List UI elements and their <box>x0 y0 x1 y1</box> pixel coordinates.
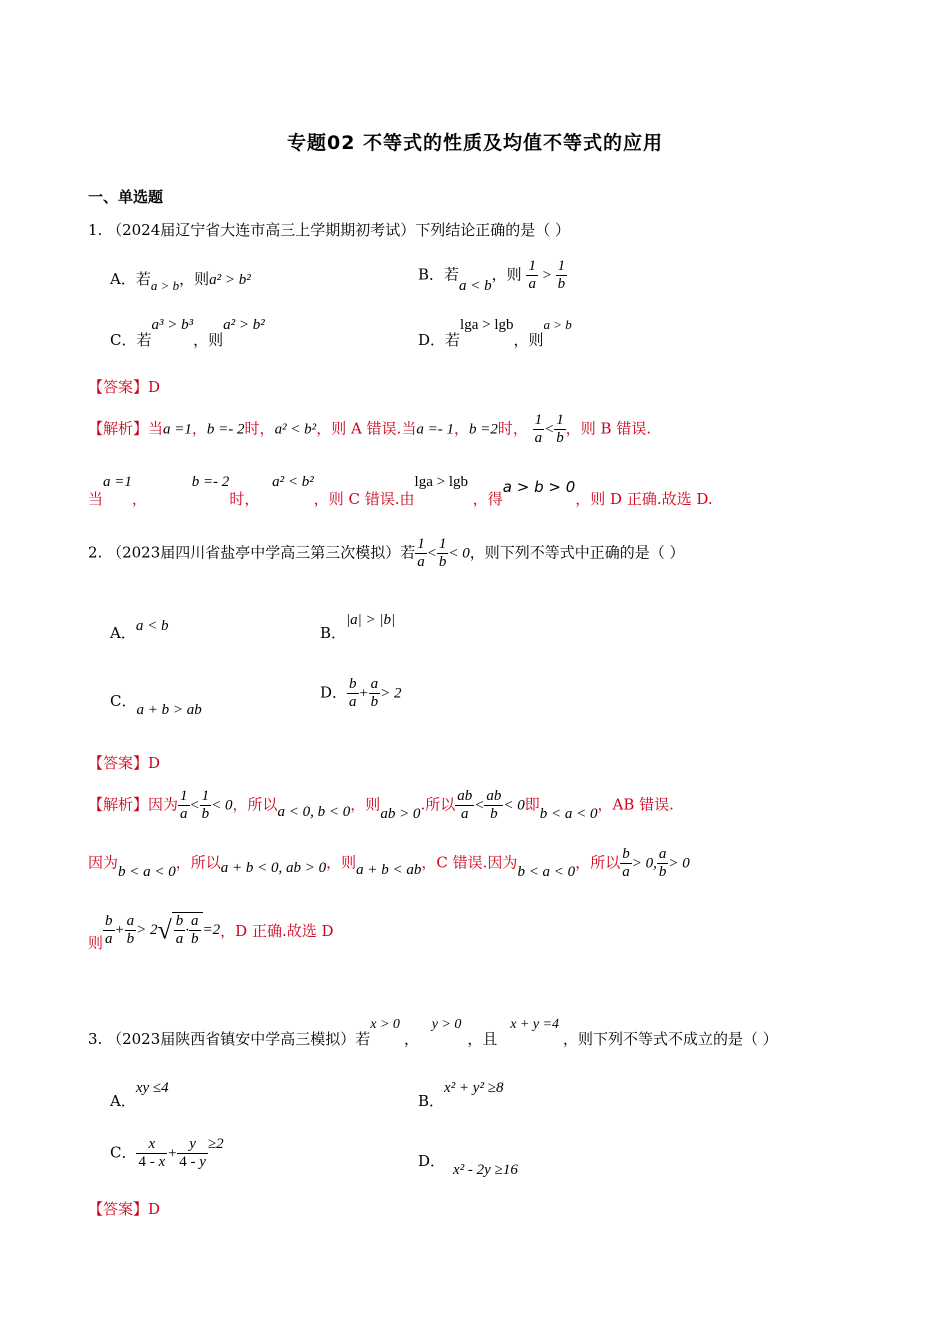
q2-option-d: D． $\frac{b}{a}$ + $\frac{a}{b}$ > 2 <box>320 676 402 710</box>
q2-option-c: C．a + b > ab <box>110 692 202 718</box>
q1-stem: 1. （2024届辽宁省大连市高三上学期期初考试）下列结论正确的是（ ） <box>88 221 571 239</box>
q3-option-b: B．x² + y² ≥8 <box>418 1080 504 1110</box>
q1-option-d: D．若lga > lgb，则a > b <box>418 317 572 349</box>
q1-explanation-line2: 当a =1， b =- 2时， a² < b²，则 C 错误.由lga > lgb ，得a > b > 0，则 D 正确.故选 D. <box>88 474 713 508</box>
section-heading: 一、单选题 <box>88 188 164 206</box>
q1-explanation-line1: 【解析】当a =1，b =- 2时，a² < b²，则 A 错误.当a =- 1，b =2时， $\frac{1}{a}$ < $\frac{1}{b}$ ，则 B 错误. <box>88 412 652 446</box>
q3-option-a: A．xy ≤4 <box>110 1080 169 1110</box>
q2-explanation-line1: 【解析】因为 $\frac{1}{a}$ < $\frac{1}{b}$ < 0，所以a < 0, b < 0，则ab > 0.所以 $\frac{ab}{a}$ < $\frac{ab}{b}$ < 0即b < a < 0，AB 错误. <box>88 788 674 822</box>
q2-stem: 2. （2023届四川省盐亭中学高三第三次模拟）若 $\frac{1}{a}$ < $\frac{1}{b}$ < 0，则下列不等式中正确的是（ ） <box>88 536 685 570</box>
q3-option-d: D． x² - 2y ≥16 <box>418 1152 518 1178</box>
page-title: 专题02 不等式的性质及均值不等式的应用 <box>286 132 664 154</box>
q2-explanation-line3: 则 $\frac{b}{a}$ + $\frac{a}{b}$ > 2√ $\frac{b}{a}$ · $\frac{a}{b}$ =2，D 正确.故选 D <box>88 912 334 952</box>
q3-answer: 【答案】D <box>88 1200 161 1218</box>
q1-option-b: B．若a < b，则 $\frac{1}{a}$ > $\frac{1}{b}$ <box>418 258 566 294</box>
q1-option-a: A．若a > b，则a² > b² <box>110 270 251 293</box>
q2-explanation-line2: 因为b < a < 0，所以a + b < 0, ab > 0，则a + b < ab，C 错误.因为b < a < 0，所以 $\frac{b}{a}$ > 0, $\frac{a}{b}$ > 0 <box>88 846 690 880</box>
q1-answer: 【答案】D <box>88 378 161 396</box>
q2-option-b: B．|a| > |b| <box>320 612 396 642</box>
q3-stem: 3. （2023届陕西省镇安中学高三模拟）若x > 0， y > 0，且 x + y =4，则下列不等式不成立的是（ ） <box>88 1017 778 1048</box>
q1-option-c: C．若a³ > b³，则a² > b² <box>110 317 265 349</box>
q2-answer: 【答案】D <box>88 754 161 772</box>
q3-option-c: C． $\frac{x}{4 - x}$ + $\frac{y}{4 - y}$ ≥2 <box>110 1135 224 1170</box>
q2-option-a: A．a < b <box>110 618 169 642</box>
